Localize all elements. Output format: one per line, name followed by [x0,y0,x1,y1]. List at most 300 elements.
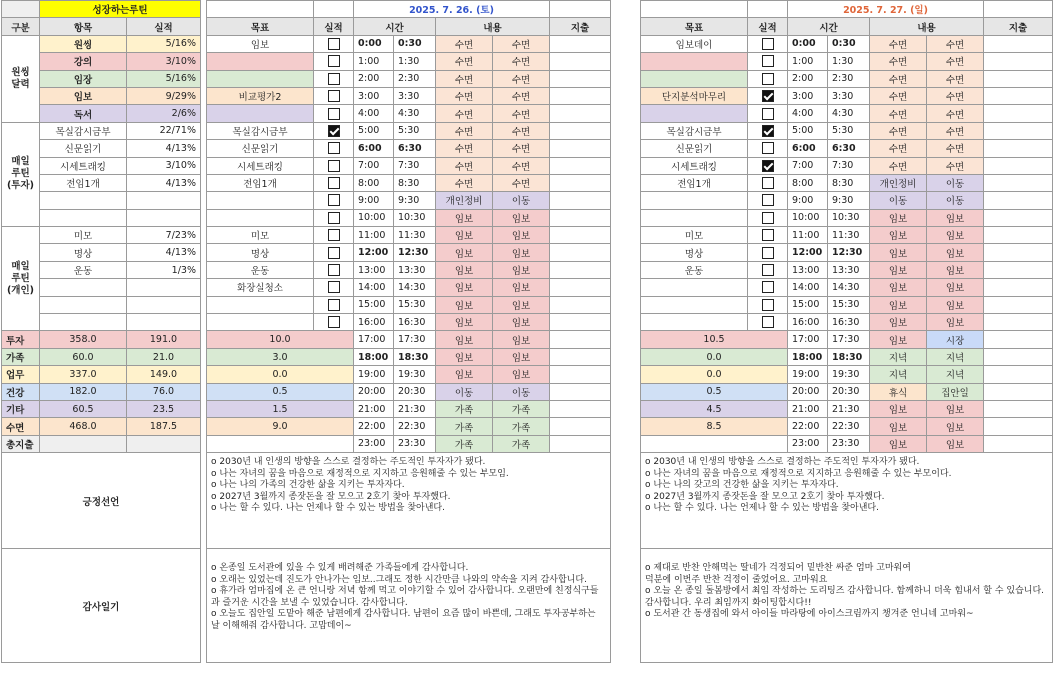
checked-checkbox[interactable] [762,160,774,172]
time-start: 2:00 [354,70,394,87]
time-start: 8:00 [788,174,828,191]
activity-cell: 수면 [870,87,927,104]
item-name: 원씽 [40,35,127,52]
checked-checkbox[interactable] [328,125,340,137]
time-half: 23:30 [828,435,870,452]
checkbox[interactable] [328,108,340,120]
goal-cell [641,279,748,296]
goal-cell: 목실감시금부 [641,122,748,139]
affirmation-line: o 2030년 내 인생의 방향을 스스로 결정하는 주도적인 투자자가 됐다. [211,457,486,468]
goal-cell: 전임1개 [641,174,748,191]
time-row [641,157,1053,174]
gratitude-line: o 도서관 간 동생집에 와서 아이들 마라탕에 아이스크림까지 챙겨준 언니네 고마워~ [645,609,974,620]
checkbox[interactable] [762,229,774,241]
activity-cell: 임보 [493,261,550,278]
activity-cell: 수면 [870,35,927,52]
time-half: 21:30 [828,400,870,417]
activity-cell: 집안일 [927,383,984,400]
time-row [207,400,611,417]
activity-cell: 임보 [927,296,984,313]
expense-cell [984,209,1053,226]
summary-actual [127,435,201,452]
category-sum: 8.5 [641,418,788,435]
time-start: 10:00 [354,209,394,226]
activity-cell: 시장 [927,331,984,348]
checkbox[interactable] [328,212,340,224]
item-value [127,314,201,331]
item-value: 2/6% [127,105,201,122]
time-row [207,192,611,209]
time-start: 20:00 [788,383,828,400]
checked-checkbox[interactable] [762,90,774,102]
time-start: 10:00 [788,209,828,226]
activity-cell: 수면 [493,53,550,70]
gratitude-line: o 제대로 반찬 안해먹는 딸네가 걱정되어 밑반찬 싸준 엄마 고마워여 [645,563,911,574]
activity-cell: 임보 [870,331,927,348]
check-cell [314,314,354,331]
checkbox[interactable] [762,299,774,311]
time-start: 13:00 [788,261,828,278]
affirmation-text [207,453,611,549]
goal-cell: 명상 [641,244,748,261]
activity-cell: 수면 [870,157,927,174]
activity-cell: 수면 [927,157,984,174]
checkbox[interactable] [328,38,340,50]
item-value: 1/3% [127,261,201,278]
expense-cell [550,105,611,122]
day-date: 2025. 7. 27. (일) [788,1,984,18]
activity-cell: 수면 [927,122,984,139]
checkbox[interactable] [328,299,340,311]
checked-checkbox[interactable] [762,125,774,137]
time-row [641,209,1053,226]
checkbox[interactable] [328,247,340,259]
gratitude-label: 감사일기 [2,549,201,663]
time-row [641,244,1053,261]
time-start: 7:00 [354,157,394,174]
expense-header: 지출 [984,18,1053,35]
item-name [40,209,127,226]
item-name [40,314,127,331]
content-header: 내용 [436,18,550,35]
activity-cell: 수면 [436,105,493,122]
time-half: 17:30 [394,331,436,348]
activity-cell: 수면 [436,174,493,191]
activity-cell: 수면 [493,157,550,174]
activity-cell: 수면 [436,87,493,104]
check-cell [748,53,788,70]
item-name: 임장 [40,70,127,87]
check-cell [314,35,354,52]
checkbox[interactable] [762,316,774,328]
activity-cell: 수면 [870,105,927,122]
activity-cell: 임보 [870,209,927,226]
activity-cell: 임보 [927,244,984,261]
time-half: 2:30 [394,70,436,87]
time-start: 3:00 [788,87,828,104]
time-half: 23:30 [394,435,436,452]
time-half: 6:30 [828,140,870,157]
item-value [127,296,201,313]
checkbox[interactable] [762,212,774,224]
goal-cell [207,53,314,70]
activity-cell: 수면 [436,53,493,70]
expense-cell [984,400,1053,417]
time-row [641,35,1053,52]
summary-actual: 187.5 [127,418,201,435]
time-half: 20:30 [394,383,436,400]
expense-cell [984,70,1053,87]
time-half: 16:30 [394,314,436,331]
summary-row [2,435,201,452]
checkbox[interactable] [762,142,774,154]
check-cell [748,209,788,226]
time-half: 22:30 [828,418,870,435]
summary-label: 가족 [2,348,40,365]
time-start: 18:00 [354,348,394,365]
time-row [641,174,1053,191]
time-row [641,122,1053,139]
time-half: 22:30 [394,418,436,435]
check-cell [748,227,788,244]
expense-cell [550,53,611,70]
expense-cell [550,366,611,383]
activity-cell: 임보 [436,261,493,278]
checkbox[interactable] [328,316,340,328]
activity-cell: 지녁 [870,366,927,383]
time-half: 12:30 [828,244,870,261]
expense-cell [984,87,1053,104]
activity-cell: 휴식 [870,383,927,400]
check-cell [748,244,788,261]
time-start: 13:00 [354,261,394,278]
time-row [207,209,611,226]
expense-cell [984,348,1053,365]
summary-actual: 191.0 [127,331,201,348]
expense-cell [984,366,1053,383]
category-sum [207,435,354,452]
time-start: 5:00 [354,122,394,139]
blank [207,1,314,18]
time-half: 8:30 [394,174,436,191]
time-start: 7:00 [788,157,828,174]
routine-title: 성장하는루틴 [40,1,201,18]
expense-cell [984,105,1053,122]
checkbox[interactable] [762,194,774,206]
checkbox[interactable] [762,55,774,67]
activity-cell: 지녁 [927,348,984,365]
goal-cell [207,209,314,226]
blank [641,1,748,18]
check-cell [748,122,788,139]
activity-cell: 수면 [927,70,984,87]
check-cell [748,261,788,278]
category-sum: 1.5 [207,400,354,417]
time-half: 18:30 [394,348,436,365]
activity-cell: 이동 [493,192,550,209]
time-row [207,331,611,348]
time-start: 23:00 [354,435,394,452]
checkbox[interactable] [762,247,774,259]
activity-cell: 임보 [870,261,927,278]
time-row [207,53,611,70]
blank [748,1,788,18]
item-name: 운동 [40,261,127,278]
activity-cell: 임보 [493,296,550,313]
time-half: 13:30 [394,261,436,278]
time-start: 0:00 [354,35,394,52]
check-header: 실적 [748,18,788,35]
time-row [641,87,1053,104]
checkbox[interactable] [328,177,340,189]
activity-cell: 임보 [493,314,550,331]
goal-cell [641,296,748,313]
activity-cell: 개인정비 [870,174,927,191]
category-sum: 0.0 [641,366,788,383]
time-start: 23:00 [788,435,828,452]
expense-cell [550,244,611,261]
check-cell [748,70,788,87]
time-start: 1:00 [788,53,828,70]
time-half: 0:30 [394,35,436,52]
item-name [40,192,127,209]
goal-cell [207,192,314,209]
summary-actual: 149.0 [127,366,201,383]
time-start: 9:00 [354,192,394,209]
goal-cell: 시세트래킹 [641,157,748,174]
left-header: 구분 [2,18,40,35]
blank [550,1,611,18]
activity-cell: 가족 [436,418,493,435]
time-row [641,348,1053,365]
time-half: 21:30 [394,400,436,417]
expense-cell [550,140,611,157]
summary-row [2,418,201,435]
expense-cell [984,383,1053,400]
time-start: 9:00 [788,192,828,209]
time-row [641,418,1053,435]
category-sum [641,435,788,452]
checkbox[interactable] [328,90,340,102]
activity-cell: 임보 [870,279,927,296]
goal-cell [641,53,748,70]
expense-cell [550,314,611,331]
expense-cell [550,174,611,191]
checkbox[interactable] [328,281,340,293]
time-start: 0:00 [788,35,828,52]
time-start: 15:00 [354,296,394,313]
item-value: 5/16% [127,35,201,52]
check-cell [748,87,788,104]
goal-cell [207,296,314,313]
activity-cell: 임보 [436,279,493,296]
goal-cell: 시세트래킹 [207,157,314,174]
expense-cell [984,435,1053,452]
left-header: 실적 [127,18,201,35]
goal-cell: 단지분석마무리 [641,87,748,104]
time-half: 5:30 [394,122,436,139]
time-half: 4:30 [394,105,436,122]
summary-actual: 23.5 [127,400,201,417]
time-row [641,400,1053,417]
checkbox[interactable] [762,281,774,293]
expense-cell [550,209,611,226]
goal-cell [641,192,748,209]
check-cell [314,227,354,244]
category-label: 원씽 달력 [2,35,40,122]
time-half: 3:30 [828,87,870,104]
gratitude-text [641,549,1053,663]
checkbox[interactable] [328,160,340,172]
activity-cell: 임보 [436,366,493,383]
activity-cell: 임보 [927,314,984,331]
activity-cell: 수면 [493,174,550,191]
expense-cell [984,192,1053,209]
expense-cell [550,192,611,209]
time-half: 9:30 [828,192,870,209]
goal-cell: 임보 [207,35,314,52]
item-name: 신문읽기 [40,140,127,157]
checkbox[interactable] [762,264,774,276]
checkbox[interactable] [762,73,774,85]
activity-cell: 수면 [493,70,550,87]
summary-row [2,331,201,348]
expense-cell [984,331,1053,348]
time-row [207,348,611,365]
time-start: 17:00 [788,331,828,348]
affirm-label: 긍정선언 [2,453,201,549]
activity-cell: 수면 [870,140,927,157]
day-date: 2025. 7. 26. (토) [354,1,550,18]
checkbox[interactable] [328,142,340,154]
summary-actual: 76.0 [127,383,201,400]
checkbox[interactable] [328,229,340,241]
item-name: 명상 [40,244,127,261]
time-row [641,314,1053,331]
goal-cell: 운동 [641,261,748,278]
blank-corner [2,1,40,18]
activity-cell: 임보 [493,366,550,383]
goal-cell: 임보데이 [641,35,748,52]
activity-cell: 개인정비 [436,192,493,209]
activity-cell: 임보 [870,296,927,313]
check-cell [314,53,354,70]
check-cell [314,174,354,191]
category-sum: 0.5 [641,383,788,400]
goal-header: 목표 [207,18,314,35]
check-cell [314,140,354,157]
time-start: 16:00 [354,314,394,331]
summary-label: 투자 [2,331,40,348]
activity-cell: 이동 [436,383,493,400]
activity-cell: 수면 [493,87,550,104]
time-half: 11:30 [394,227,436,244]
category-sum: 0.0 [207,366,354,383]
checkbox[interactable] [328,73,340,85]
checkbox[interactable] [328,264,340,276]
activity-cell: 지녁 [927,366,984,383]
time-start: 14:00 [788,279,828,296]
time-row [641,140,1053,157]
activity-cell: 수면 [870,53,927,70]
check-cell [314,192,354,209]
activity-cell: 수면 [870,122,927,139]
expense-cell [984,157,1053,174]
time-half: 6:30 [394,140,436,157]
time-header: 시간 [788,18,870,35]
activity-cell: 수면 [493,140,550,157]
time-row [207,140,611,157]
time-start: 4:00 [354,105,394,122]
checkbox[interactable] [328,194,340,206]
activity-cell: 임보 [870,244,927,261]
summary-row [2,383,201,400]
time-start: 8:00 [354,174,394,191]
expense-cell [550,331,611,348]
check-cell [314,209,354,226]
time-start: 18:00 [788,348,828,365]
expense-cell [550,348,611,365]
category-sum: 10.5 [641,331,788,348]
time-row [641,53,1053,70]
time-start: 5:00 [788,122,828,139]
goal-cell: 신문읽기 [207,140,314,157]
checkbox[interactable] [762,177,774,189]
time-half: 16:30 [828,314,870,331]
category-label: 매일 루틴 (투자) [2,122,40,226]
expense-cell [984,314,1053,331]
time-half: 0:30 [828,35,870,52]
time-row [207,105,611,122]
blank [984,1,1053,18]
goal-cell: 비교평가2 [207,87,314,104]
goal-cell: 화장실청소 [207,279,314,296]
checkbox[interactable] [762,108,774,120]
expense-cell [984,35,1053,52]
time-half: 4:30 [828,105,870,122]
check-cell [748,157,788,174]
goal-cell: 미모 [207,227,314,244]
time-half: 14:30 [394,279,436,296]
time-start: 22:00 [788,418,828,435]
time-start: 12:00 [788,244,828,261]
expense-cell [984,174,1053,191]
checkbox[interactable] [328,55,340,67]
affirmation-line: o 나는 할 수 있다. 나는 언제나 할 수 있는 방법을 찾아낸다. [211,503,445,514]
activity-cell: 임보 [870,418,927,435]
expense-cell [984,122,1053,139]
time-row [207,383,611,400]
time-start: 6:00 [788,140,828,157]
time-row [641,227,1053,244]
checkbox[interactable] [762,38,774,50]
category-sum: 9.0 [207,418,354,435]
item-name: 목실감시금부 [40,122,127,139]
summary-total [40,435,127,452]
activity-cell: 임보 [436,227,493,244]
time-start: 11:00 [788,227,828,244]
time-start: 20:00 [354,383,394,400]
affirmation-line: o 2027년 3월까지 종잣돈을 잘 모으고 2호기 찾아 투자했다. [211,491,451,502]
expense-cell [550,227,611,244]
summary-row [2,348,201,365]
time-half: 7:30 [828,157,870,174]
time-half: 14:30 [828,279,870,296]
goal-header: 목표 [641,18,748,35]
check-cell [748,296,788,313]
time-row [207,435,611,452]
affirmation-line: o 2027년 3월까지 종잣돈을 잘 모으고 2호기 찾아 투자했다. [645,491,885,502]
